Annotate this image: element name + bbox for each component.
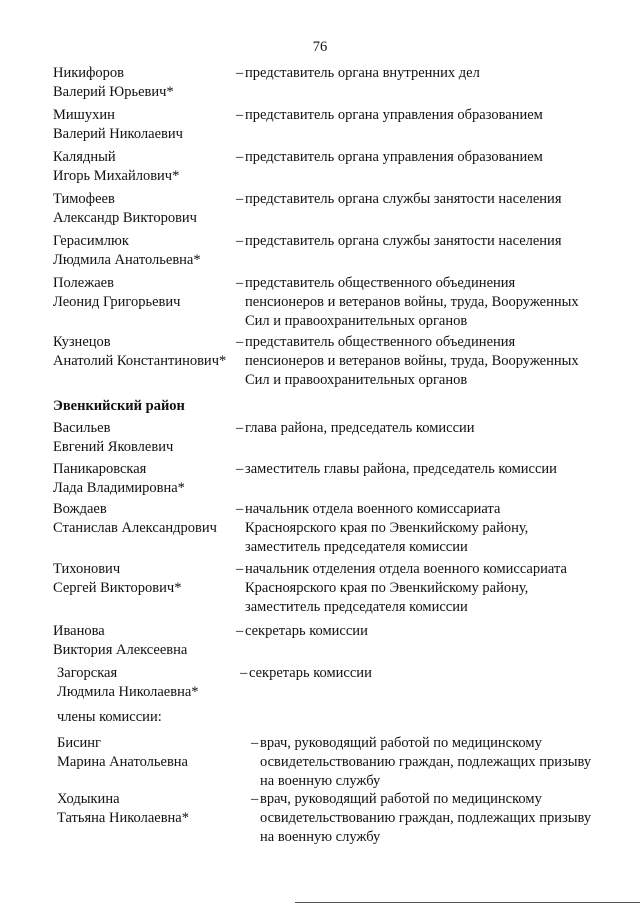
member-name: Бисинг Марина Анатольевна [57,735,188,770]
member-name: Васильев Евгений Яковлевич [53,420,174,455]
member-role: – врач, руководящий работой по медицинскому освидетельствованию граждан, подлежащих призыву на военную службу [251,735,592,789]
member-role: – представитель общественного объединения пенсионеров и ветеранов войны, труда, Вооруженных Сил и правоохранительных органов [236,334,579,388]
member-role: – секретарь комиссии [236,623,368,639]
member-role: – начальник отделения отдела военного комиссариата Красноярского края по Эвенкийскому району, заместитель председателя комиссии [236,561,567,615]
member-name: Тихонович Сергей Викторович* [53,561,182,596]
member-name: Иванова Виктория Алексеевна [53,623,188,658]
member-name: Тимофеев Александр Викторович [53,191,197,226]
member-name: Кузнецов Анатолий Константинович* [53,334,227,369]
page-bottom-rule [295,902,640,903]
member-role: – представитель органа службы занятости населения [236,233,562,249]
member-role: – представитель органа службы занятости населения [236,191,562,207]
member-role: – представитель органа внутренних дел [236,65,480,81]
member-name: Паникаровская Лада Владимировна* [53,461,185,496]
page-number: 76 [312,39,328,55]
member-role: – начальник отдела военного комиссариата Красноярского края по Эвенкийскому району, заместитель председателя комиссии [236,501,529,555]
section-title: Эвенкийский район [53,398,185,414]
member-name: Загорская Людмила Николаевна* [57,665,199,700]
member-role: – врач, руководящий работой по медицинскому освидетельствованию граждан, подлежащих призыву на военную службу [251,791,592,845]
member-name: Никифоров Валерий Юрьевич* [53,65,174,100]
member-role: – представитель общественного объединения пенсионеров и ветеранов войны, труда, Вооруженных Сил и правоохранительных органов [236,275,579,329]
member-name: Ходыкина Татьяна Николаевна* [57,791,189,826]
member-role: – секретарь комиссии [240,665,372,681]
member-role: – представитель органа управления образованием [236,107,543,123]
member-role: – заместитель главы района, председатель комиссии [236,461,557,477]
member-name: Полежаев Леонид Григорьевич [53,275,181,310]
members-label: члены комиссии: [57,709,162,725]
member-name: Мишухин Валерий Николаевич [53,107,183,142]
member-role: – представитель органа управления образованием [236,149,543,165]
member-name: Калядный Игорь Михайлович* [53,149,180,184]
member-name: Вождаев Станислав Александрович [53,501,217,536]
member-role: – глава района, председатель комиссии [236,420,475,436]
member-name: Герасимлюк Людмила Анатольевна* [53,233,201,268]
